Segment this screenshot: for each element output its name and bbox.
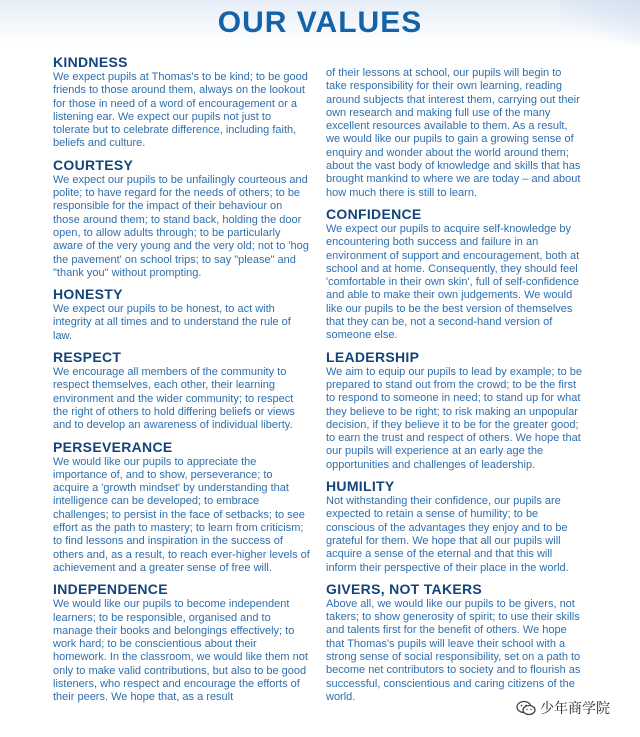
section-text: We expect our pupils to be unfailingly courteous and polite; to have regard for the needs of others; to be responsible for the impact of their behaviour on those around them; to stand back, holding the door open, to allow adults through; to be particularly aware of the very young and the very old; not to 'hog the pavement' on school trips; to say "please" and "thank you" without prompting. [53,173,309,279]
section-leadership [326,349,583,472]
section-heading: HUMILITY [326,478,395,495]
section-heading: GIVERS, NOT TAKERS [326,580,483,597]
section-heading: HONESTY [53,286,123,303]
section-heading: PERSEVERANCE [53,438,173,455]
section-independence [53,581,310,704]
left-column [53,54,310,711]
section-honesty [53,286,310,343]
right-column [326,67,583,710]
section-text: We expect our pupils to be honest, to act with integrity at all times and to understand the rule of law. [53,303,291,342]
section-text: of their lessons at school, our pupils will begin to take responsibility for their own learning, reading around subjects that interest them, carrying out their own research and making full use of the many excellent resources available to them. As a result, we would like our pupils to gain a growing sense of enquiry and wonder about the world around them; about the vast body of knowledge and skills that has brought mankind to where we are today – and about how much there is still to learn. [326,67,581,199]
section-text: We encourage all members of the community to respect themselves, each other, their learning environment and the wider community; to respect the right of others to hold differing beliefs or views and to develop an awareness of individual liberty. [53,366,295,432]
section-humility [326,478,583,575]
section-heading: LEADERSHIP [326,348,420,365]
section-text: We expect pupils at Thomas's to be kind; to be good friends to those around them, always on the lookout for those in need of a word of encouragement or a listening ear. We expect our pupils not just to tolerate but to celebrate difference, including faith, beliefs and culture. [53,71,308,150]
watermark [512,697,614,719]
section-text: We would like our pupils to appreciate the importance of, and to show, perseverance; to acquire a 'growth mindset' by understanding that intelligence can be developed; to embrace challenges; to persist in the face of setbacks; to see effort as the path to mastery; to learn from criticism; to find lessons and inspiration in the success of others and, as a result, to reach ever-higher levels of achievement and a greater sense of free will. [53,455,310,574]
section-respect [53,349,310,432]
section-heading: KINDNESS [53,54,128,70]
section-perseverance [53,439,310,576]
section-text: We would like our pupils to become independent learners; to be responsible, organised and to manage their books and belongings effectively; to work hard; to be conscientious about their homework. In the classroom, we would like them not only to make valid contributions, but also to be good listeners, who respect and encourage the efforts of their peers. We hope that, as a result [53,598,308,704]
section-text: We expect our pupils to acquire self-knowledge by encountering both success and failure in an environment of support and encouragement, both at school and at home. Consequently, they should feel 'comfortable in their own skin', full of self-confidence and able to make their own judgements. We would like our pupils to be the best version of themselves that they can be, not a second-hand version of someone else. [326,222,580,342]
watermark-text: 少年商学院 [540,700,610,716]
section-courtesy [53,157,310,280]
section-text: We aim to equip our pupils to lead by example; to be prepared to stand out from the crowd; to be the first to respond to someone in need; to stand up for what they believe to be right; to risk making an unpopular decision, if they believe it to be for the greater good; to earn the trust and respect of others. We hope that our pupils will experience at an early age the opportunities and challenges of leadership. [326,365,583,471]
section-givers-not-takers [326,581,583,704]
section-heading: RESPECT [53,349,122,366]
section-heading: COURTESY [53,156,134,173]
section-heading: INDEPENDENCE [53,581,168,598]
section-heading: CONFIDENCE [326,205,422,222]
section-text: Not withstanding their confidence, our pupils are expected to retain a sense of humility; to be conscious of the advantages they enjoy and to be grateful for them. We hope that all our pupils will acquire a sense of the eternal and that this will inform their perspective of their place in the world. [326,495,569,574]
section-confidence [326,206,583,343]
section-kindness [53,54,310,151]
section-independence-continued [326,67,583,200]
section-text: Above all, we would like our pupils to be givers, not takers; to show generosity of spirit; to use their skills and talents first for the benefit of others. We hope that Thomas's pupils will leave their school with a strong sense of social responsibility, set on a path to become net contributors to society and to flourish as successful, conscientious and caring citizens of the world. [326,597,581,703]
page-title: OUR VALUES [217,6,423,39]
wechat-icon [516,700,536,716]
